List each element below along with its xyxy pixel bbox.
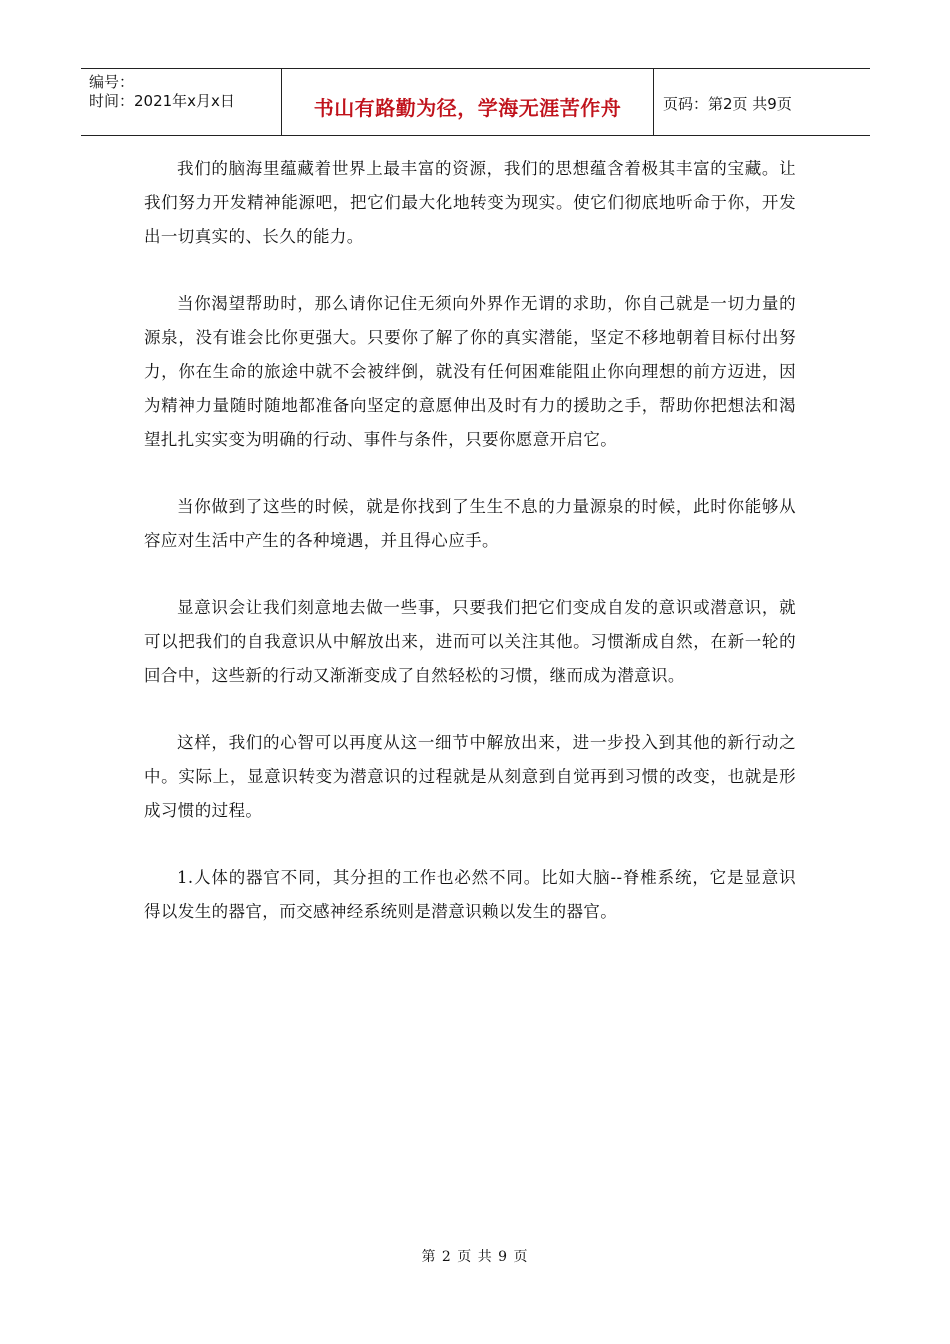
document-body [144,152,796,929]
body-paragraph-1: 我们的脑海里蕴藏着世界上最丰富的资源，我们的思想蕴含着极其丰富的宝藏。让我们努力开发精神能源吧，把它们最大化地转变为现实。使它们彻底地听命于你，开发出一切真实的、长久的能力。 [144,159,796,246]
page-footer [0,1246,950,1266]
body-paragraph-3: 当你做到了这些的时候，就是你找到了生生不息的力量源泉的时候，此时你能够从容应对生活中产生的各种境遇，并且得心应手。 [144,497,796,550]
page-header [81,68,870,136]
header-motto: 书山有路勤为径，学海无涯苦作舟 [313,95,622,120]
body-paragraph-2: 当你渴望帮助时，那么请你记住无须向外界作无谓的求助，你自己就是一切力量的源泉，没有谁会比你更强大。只要你了解了你的真实潜能，坚定不移地朝着目标付出努力，你在生命的旅途中就不会被绊倒，就没有任何困难能阻止你向理想的前方迈进，因为精神力量随时随地都准备向坚定的意愿伸出及时有力的援助之手，帮助你把想法和渴望扎扎实实变为明确的行动、事件与条件，只要你愿意开启它。 [144,294,796,449]
header-page-code: 页码：第2页 共9页 [663,94,792,113]
footer-page-number: 第 2 页 共 9 页 [421,1249,529,1265]
document-number-label: 编号： [89,73,135,91]
document-time-label: 时间：2021年x月x日 [89,92,235,110]
body-paragraph-6: 1.人体的器官不同，其分担的工作也必然不同。比如大脑--脊椎系统，它是显意识得以发生的器官，而交感神经系统则是潜意识赖以发生的器官。 [144,868,796,921]
body-paragraph-5: 这样，我们的心智可以再度从这一细节中解放出来，进一步投入到其他的新行动之中。实际上，显意识转变为潜意识的过程就是从刻意到自觉再到习惯的改变，也就是形成习惯的过程。 [144,733,796,820]
header-motto-cell [282,69,654,135]
body-paragraph-4: 显意识会让我们刻意地去做一些事，只要我们把它们变成自发的意识或潜意识，就可以把我们的自我意识从中解放出来，进而可以关注其他。习惯渐成自然，在新一轮的回合中，这些新的行动又渐渐变成了自然轻松的习惯，继而成为潜意识。 [144,598,796,685]
header-meta-cell [81,69,282,135]
header-page-code-cell [654,69,870,135]
